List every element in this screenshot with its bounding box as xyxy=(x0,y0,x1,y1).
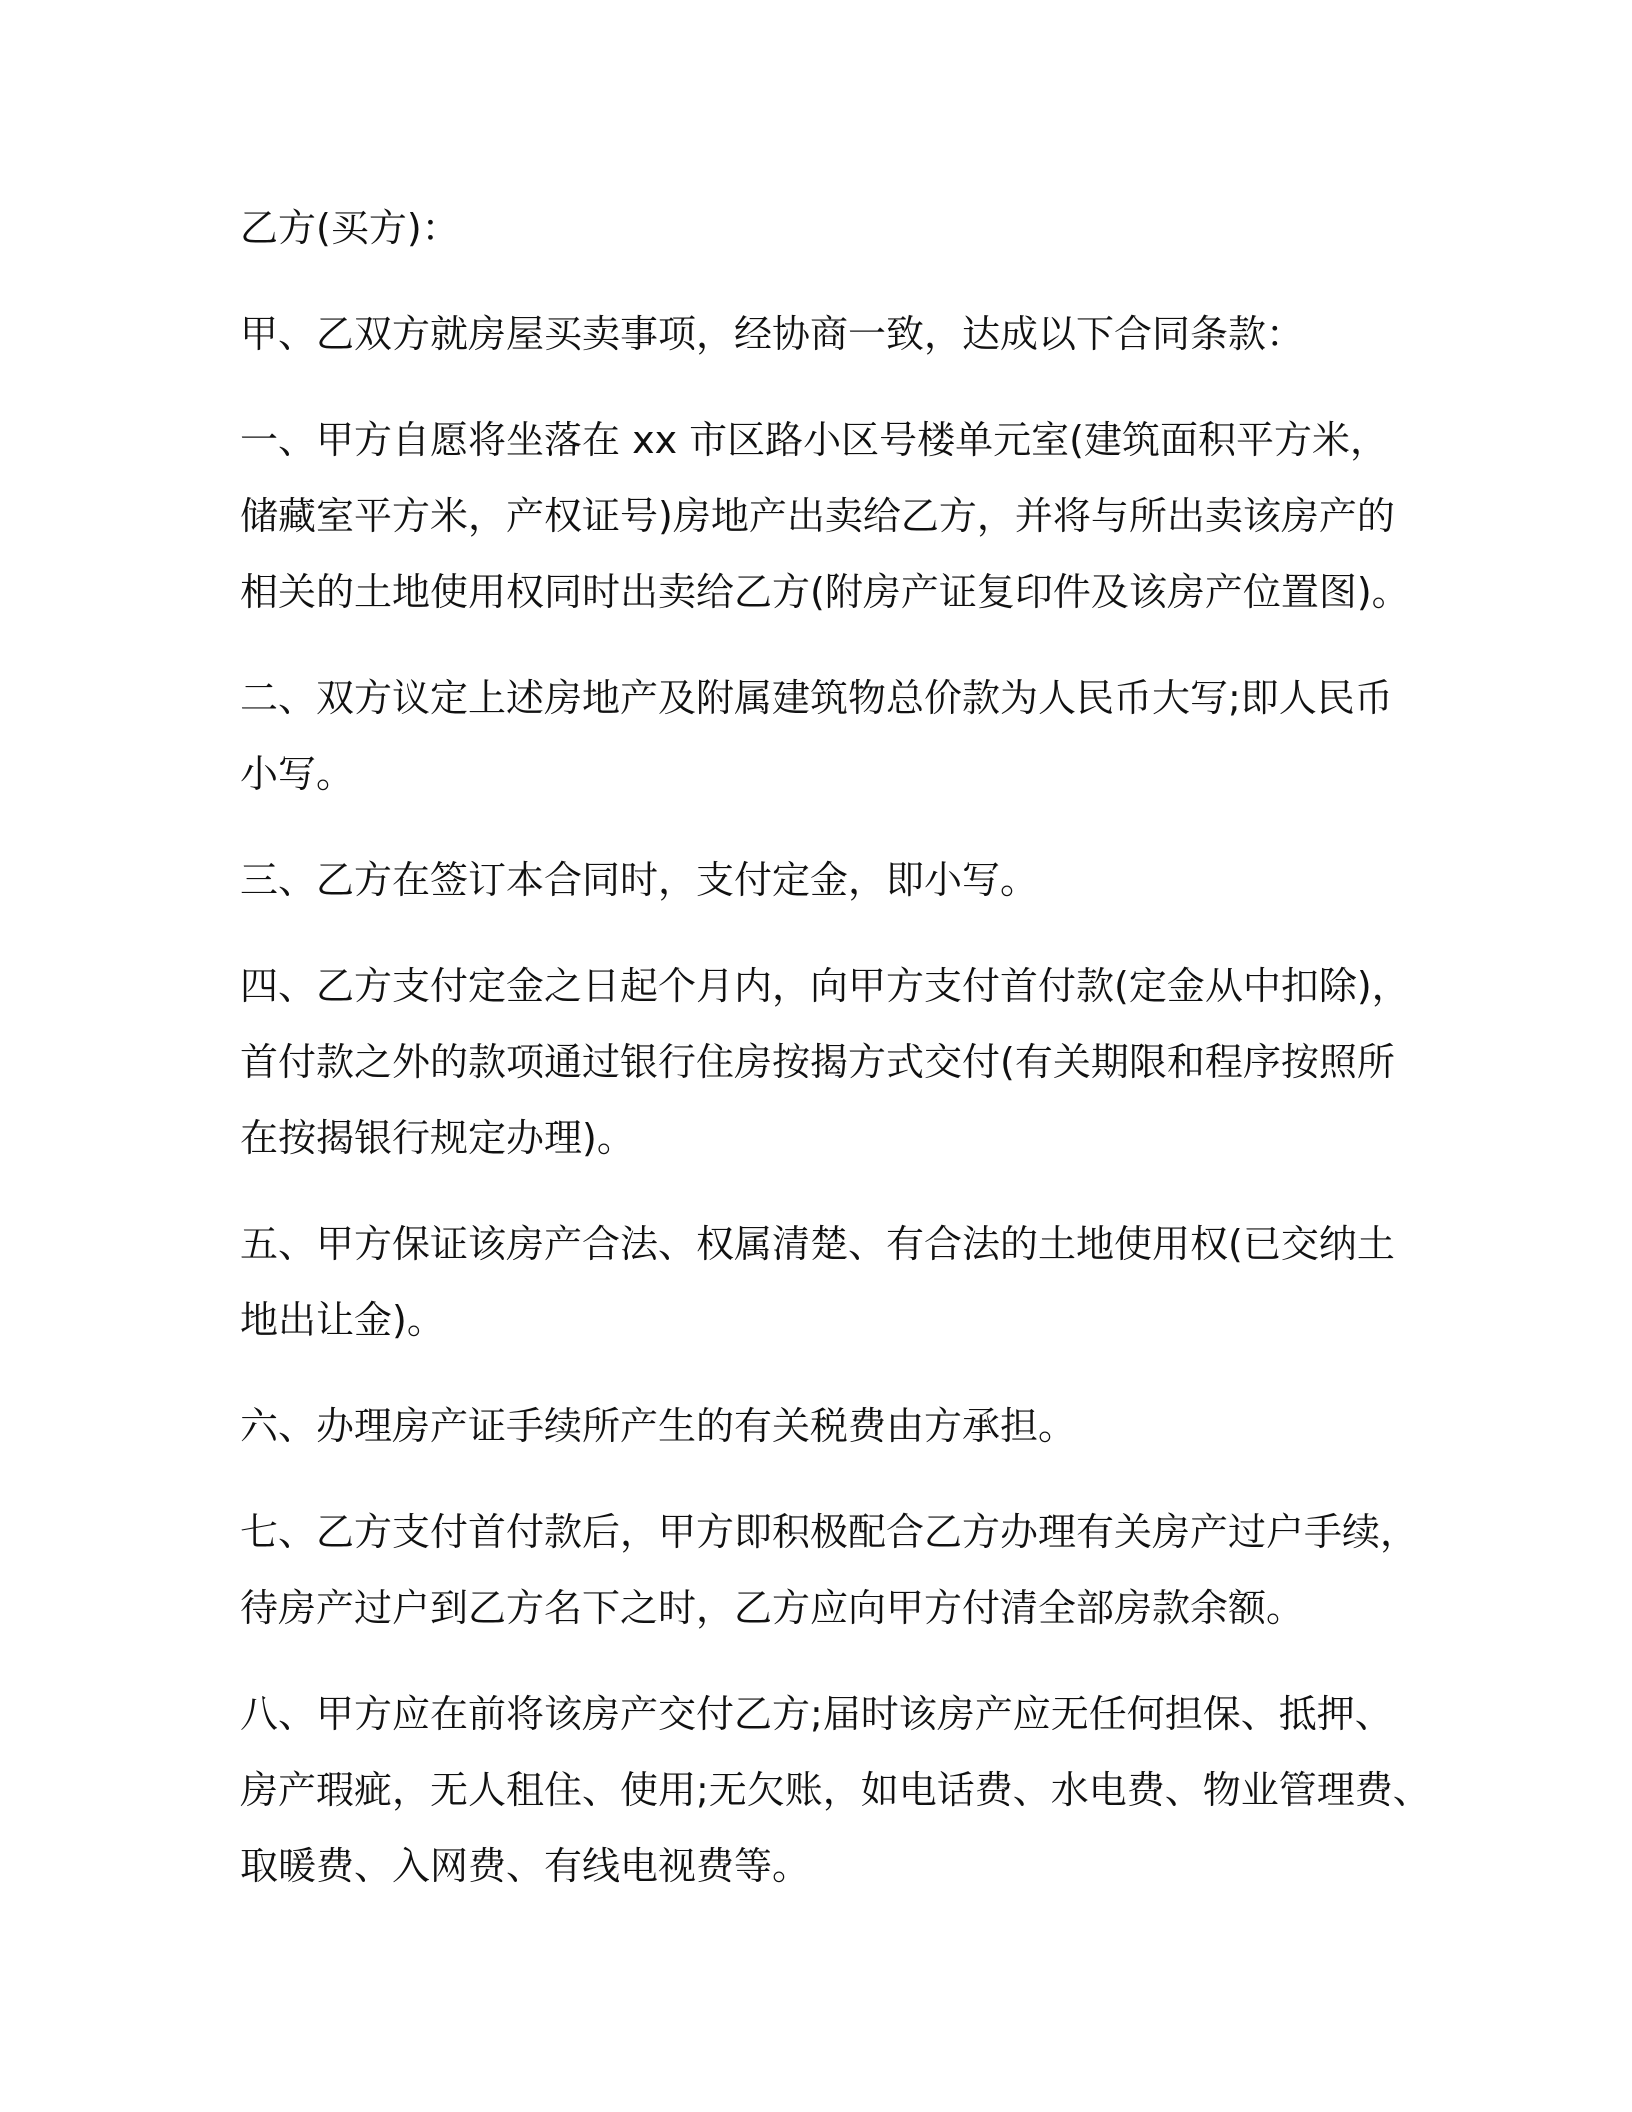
text-line: 七、乙方支付首付款后，甲方即积极配合乙方办理有关房产过户手续， xyxy=(240,1510,1419,1554)
text-line: 地出让金)。 xyxy=(240,1298,445,1342)
text-line: 四、乙方支付定金之日起个月内，向甲方支付首付款(定金从中扣除)， xyxy=(240,964,1410,1008)
text-line: 三、乙方在签订本合同时，支付定金，即小写。 xyxy=(240,858,1039,902)
clause-6 xyxy=(240,1388,1390,1464)
text-line: 一、甲方自愿将坐落在 xx 市区路小区号楼单元室(建筑面积平方米， xyxy=(240,418,1388,462)
clause-4 xyxy=(240,948,1410,1176)
text-line: 首付款之外的款项通过银行住房按揭方式交付(有关期限和程序按照所 xyxy=(240,1040,1395,1084)
clause-7 xyxy=(240,1494,1419,1646)
clause-2 xyxy=(240,660,1393,812)
clause-5 xyxy=(240,1206,1395,1358)
text-line: 二、双方议定上述房地产及附属建筑物总价款为人民币大写;即人民币 xyxy=(240,676,1393,720)
text-line: 乙方(买方)： xyxy=(240,206,460,250)
party-b-line xyxy=(240,190,1390,266)
text-line: 六、办理房产证手续所产生的有关税费由方承担。 xyxy=(240,1404,1077,1448)
text-line: 小写。 xyxy=(240,752,355,796)
text-line: 房产瑕疵，无人租住、使用;无欠账，如电话费、水电费、物业管理费、 xyxy=(240,1768,1431,1812)
text-line: 八、甲方应在前将该房产交付乙方;届时该房产应无任何担保、抵押、 xyxy=(240,1692,1393,1736)
intro-paragraph xyxy=(240,296,1390,372)
text-line: 待房产过户到乙方名下之时，乙方应向甲方付清全部房款余额。 xyxy=(240,1586,1305,1630)
text-line: 取暖费、入网费、有线电视费等。 xyxy=(240,1844,811,1888)
clause-8 xyxy=(240,1676,1431,1904)
clause-3 xyxy=(240,842,1390,918)
text-line: 五、甲方保证该房产合法、权属清楚、有合法的土地使用权(已交纳土 xyxy=(240,1222,1395,1266)
clause-1 xyxy=(240,402,1410,630)
text-line: 相关的土地使用权同时出卖给乙方(附房产证复印件及该房产位置图)。 xyxy=(240,570,1410,614)
text-line: 甲、乙双方就房屋买卖事项，经协商一致，达成以下合同条款： xyxy=(240,312,1305,356)
text-line: 储藏室平方米，产权证号)房地产出卖给乙方，并将与所出卖该房产的 xyxy=(240,494,1395,538)
text-line: 在按揭银行规定办理)。 xyxy=(240,1116,635,1160)
contract-body xyxy=(240,190,1431,1934)
